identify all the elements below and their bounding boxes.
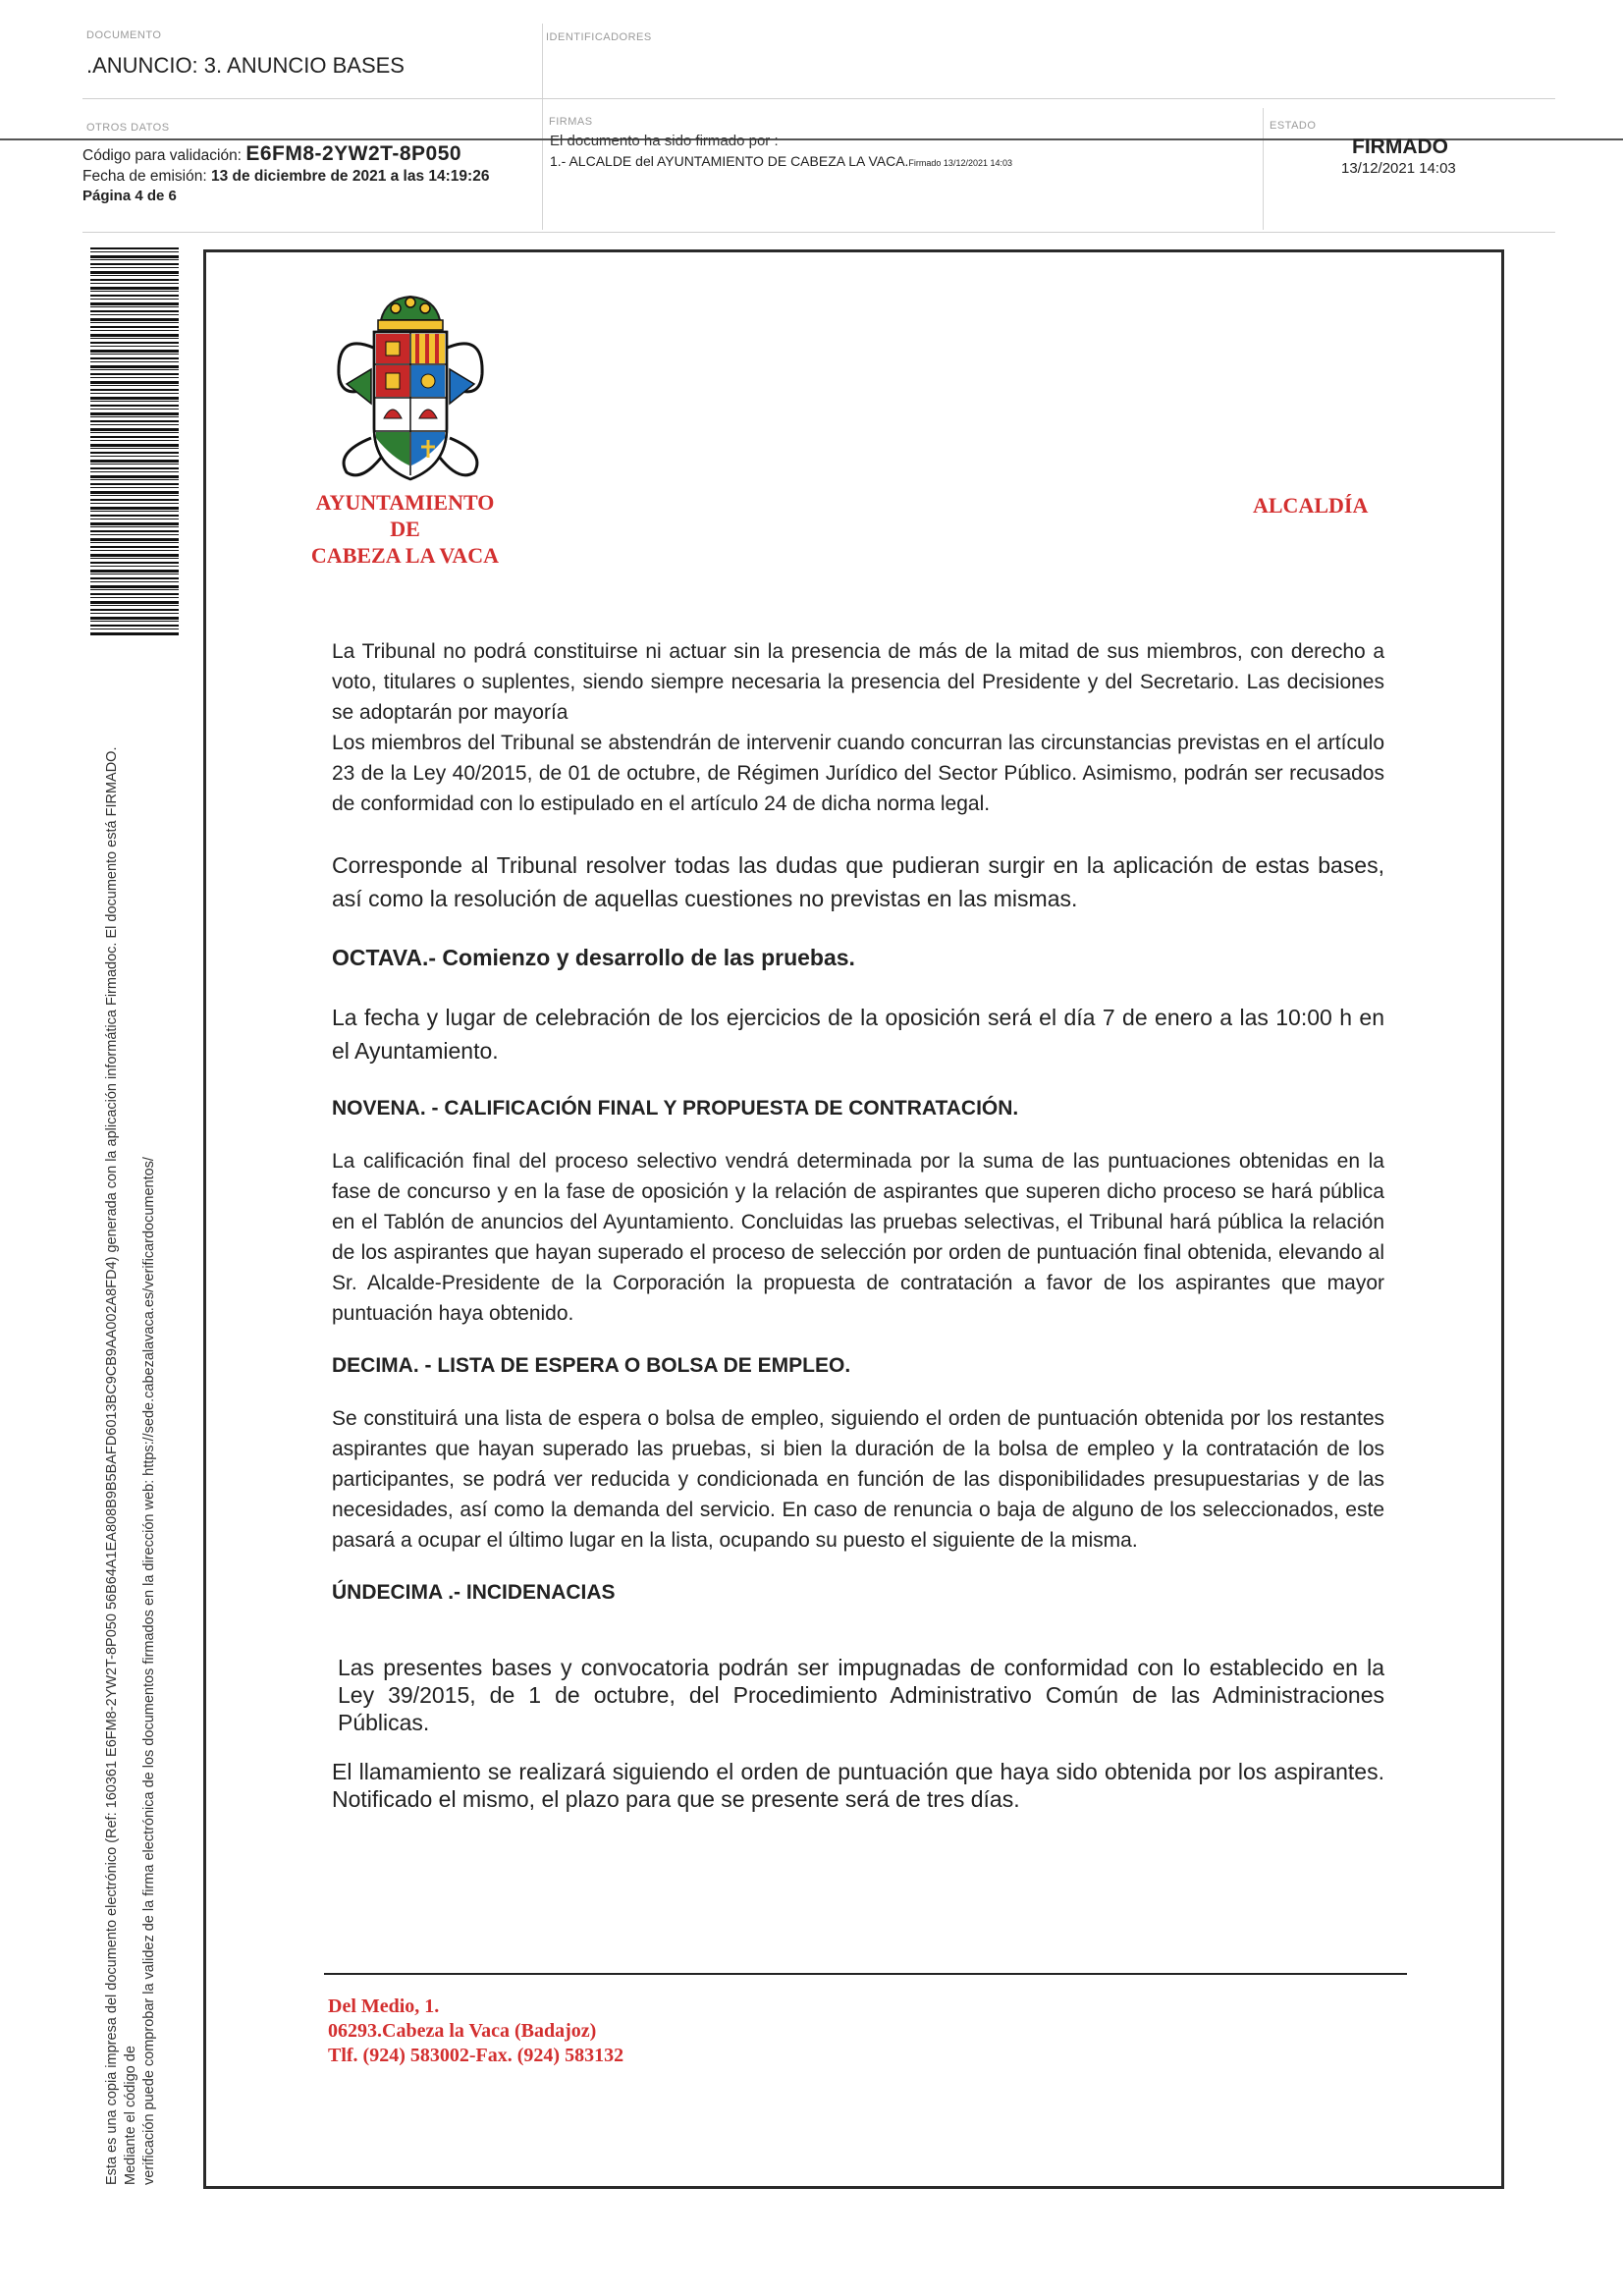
header-rule <box>82 232 1555 233</box>
footer-address: Del Medio, 1. 06293.Cabeza la Vaca (Badajoz) Tlf. (924) 583002-Fax. (924) 583132 <box>328 1995 624 2066</box>
section-heading: NOVENA. - CALIFICACIÓN FINAL Y PROPUESTA DE CONTRATACIÓN. <box>332 1097 1019 1120</box>
page-indicator: Página 4 de 6 <box>82 188 177 204</box>
verification-note: Esta es una copia impresa del documento electrónico (Ref: 160361 E6FM8-2YW2T-8P050 56B64A1EA808B9B5BAFD6013BC9CB9AA002A8FD4) generada con la aplicación informática Firmadoc. El documento está FIRMADO. Mediante el código de verificación puede comprobar la validez de la firma electrónica de los documentos firmados en la dirección web: https://sede.cabezalavaca.es/verificardocumentos/ <box>104 746 157 2185</box>
paragraph: Corresponde al Tribunal resolver todas las dudas que pudieran surgir en la aplicación de estas bases, así como la resolución de aquellas cuestiones no previstas en las mismas. <box>332 852 1384 911</box>
otros-datos-caption: OTROS DATOS <box>86 122 170 134</box>
coat-of-arms-emblem <box>327 291 494 487</box>
document-title: .ANUNCIO: 3. ANUNCIO BASES <box>86 53 405 78</box>
signer-line: 1.- ALCALDE del AYUNTAMIENTO DE CABEZA LA VACA.Firmado 13/12/2021 14:03 <box>550 153 1012 169</box>
status-date: 13/12/2021 14:03 <box>1341 160 1456 177</box>
paragraph: Las presentes bases y convocatoria podrán ser impugnadas de conformidad con lo establecido en la Ley 39/2015, de 1 de octubre, del Procedimiento Administrativo Común de las Administraciones Públicas. <box>338 1655 1384 1735</box>
section-heading: DECIMA. - LISTA DE ESPERA O BOLSA DE EMPLEO. <box>332 1354 851 1377</box>
footer-rule <box>324 1973 1407 1975</box>
paragraph: Los miembros del Tribunal se abstendrán de intervenir cuando concurran las circunstancias previstas en el artículo 23 de la Ley 40/2015, de 01 de octubre, de Régimen Jurídico del Sector Público. Asimismo, podrán ser recusados de conformidad con lo estipulado en el artículo 24 de dicha norma legal. <box>332 732 1384 815</box>
paragraph: La fecha y lugar de celebración de los ejercicios de la oposición será el día 7 de enero a las 10:00 h en el Ayuntamiento. <box>332 1005 1384 1064</box>
barcode <box>90 247 179 635</box>
header-divider <box>1263 108 1264 230</box>
paragraph: Se constituirá una lista de espera o bolsa de empleo, siguiendo el orden de puntuación obtenida por los restantes aspirantes que hayan superado las pruebas, si bien la duración de la bolsa de empleo y la contratación de los participantes, se podrá ver reducida y condicionada en función de las disponibilidades presupuestarias y de las necesidades, así como la demanda del servicio. En caso de renuncia o baja de alguno de los seleccionados, este pasará a ocupar el último lugar en la lista, ocupando su puesto el siguiente de la misma. <box>332 1407 1384 1552</box>
paragraph: La Tribunal no podrá constituirse ni actuar sin la presencia de más de la mitad de sus miembros, con derecho a voto, titulares o suplentes, siendo siempre necesaria la presencia del Presidente y del Secretario. Las decisiones se adoptarán por mayoría <box>332 640 1384 724</box>
estado-caption: ESTADO <box>1270 120 1317 132</box>
documento-caption: DOCUMENTO <box>86 29 162 41</box>
signed-by-intro: El documento ha sido firmado por : <box>550 133 779 149</box>
header-rule <box>82 98 1555 99</box>
emission-date-line: Fecha de emisión: 13 de diciembre de 2021 a las 14:19:26 <box>82 168 490 185</box>
organization-name: AYUNTAMIENTO DE CABEZA LA VACA <box>310 490 500 568</box>
document-body <box>332 636 1384 1813</box>
firmas-caption: FIRMAS <box>549 116 593 128</box>
validation-code: E6FM8-2YW2T-8P050 <box>245 142 462 165</box>
section-heading: ÚNDECIMA .- INCIDENACIAS <box>332 1581 616 1604</box>
identificadores-caption: IDENTIFICADORES <box>546 31 652 43</box>
status-badge: FIRMADO <box>1352 136 1448 158</box>
paragraph: La calificación final del proceso selectivo vendrá determinada por la suma de las puntuaciones obtenidas en la fase de concurso y en la fase de oposición y la relación de aspirantes que superen dicho proceso se hará pública en el Tablón de anuncios del Ayuntamiento. Concluidas las pruebas selectivas, el Tribunal hará pública la relación de los aspirantes que hayan superado el proceso de selección por orden de puntuación final obtenida, elevando al Sr. Alcalde-Presidente de la Corporación la propuesta de contratación a favor de los aspirantes que mayor puntuación haya obtenido. <box>332 1150 1384 1325</box>
validation-code-line: Código para validación: E6FM8-2YW2T-8P050 <box>82 142 462 165</box>
header-divider <box>542 24 543 230</box>
paragraph: El llamamiento se realizará siguiendo el orden de puntuación que haya sido obtenida por los aspirantes. Notificado el mismo, el plazo para que se presente será de tres días. <box>332 1759 1384 1812</box>
section-heading: OCTAVA.- Comienzo y desarrollo de las pruebas. <box>332 945 855 970</box>
office-label: ALCALDÍA <box>1253 493 1369 518</box>
